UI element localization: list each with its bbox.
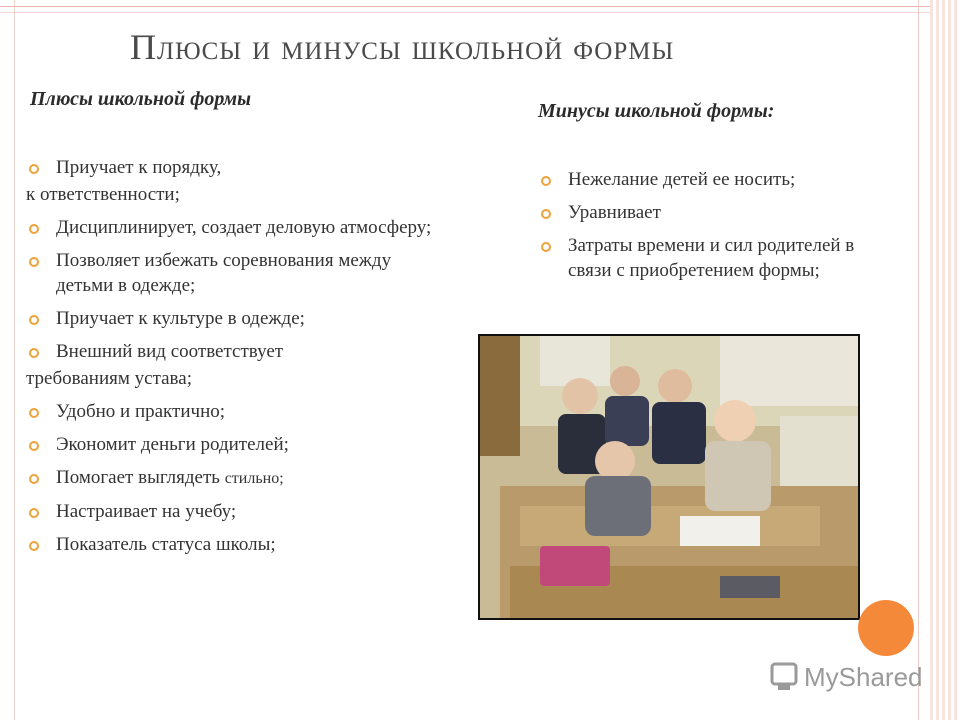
pros-item <box>26 155 446 180</box>
frame-top-rule-2 <box>0 12 930 13</box>
frame-left-rule <box>14 0 15 720</box>
pros-item <box>26 399 446 424</box>
classroom-photo <box>478 334 860 620</box>
pros-list <box>26 155 446 557</box>
pros-item-text: Экономит деньги родителей; <box>56 434 289 455</box>
pros-item-text: Настраивает на учебу; <box>56 501 237 522</box>
cons-list <box>538 167 868 283</box>
cons-heading: Минусы школьной формы: <box>538 100 775 122</box>
cons-item-text: Нежелание детей ее носить; <box>568 169 796 190</box>
classroom-photo-illustration <box>480 336 858 618</box>
decorative-stripes <box>930 0 960 720</box>
pros-item-text: Позволяет избежать соревнования между детьми в одежде; <box>56 250 392 296</box>
cons-column <box>538 100 868 291</box>
watermark-text: MyShared <box>804 662 923 692</box>
cons-item-text: Затраты времени и сил родителей в связи с приобретением формы; <box>568 235 855 281</box>
pros-item <box>26 499 446 524</box>
pros-item-text: Дисциплинирует, создает деловую атмосферу; <box>56 217 432 238</box>
myshared-watermark <box>770 656 940 696</box>
pros-item <box>26 465 446 491</box>
pros-item <box>26 215 446 240</box>
pros-item-text: к ответственности; <box>26 184 180 205</box>
pros-item <box>26 432 446 457</box>
pros-item-text: Показатель статуса школы; <box>56 534 276 555</box>
pros-item <box>26 339 446 364</box>
frame-top-rule <box>0 6 930 7</box>
pros-item-text: Приучает к культуре в одежде; <box>56 308 305 329</box>
pros-item <box>26 182 446 207</box>
pros-item-suffix: стильно; <box>224 470 284 487</box>
cons-item <box>538 167 868 192</box>
pros-heading: Плюсы школьной формы <box>30 88 251 110</box>
pros-item <box>26 366 446 391</box>
pros-item <box>26 306 446 331</box>
pros-item-text: Помогает выглядеть <box>56 467 220 488</box>
cons-item <box>538 200 868 225</box>
pros-item-text: Внешний вид соответствует <box>56 341 284 362</box>
pros-item <box>26 532 446 557</box>
pros-item-text: требованиям устава; <box>26 368 192 389</box>
pros-item-text: Удобно и практично; <box>56 401 226 422</box>
cons-item <box>538 233 868 283</box>
slide-title: Плюсы и минусы школьной формы <box>130 27 675 67</box>
pros-column <box>26 88 446 565</box>
pros-item <box>26 248 446 298</box>
accent-circle <box>858 600 914 656</box>
cons-item-text: Уравнивает <box>568 202 661 223</box>
pros-item-text: Приучает к порядку, <box>56 157 222 178</box>
frame-right-rule <box>918 0 919 720</box>
